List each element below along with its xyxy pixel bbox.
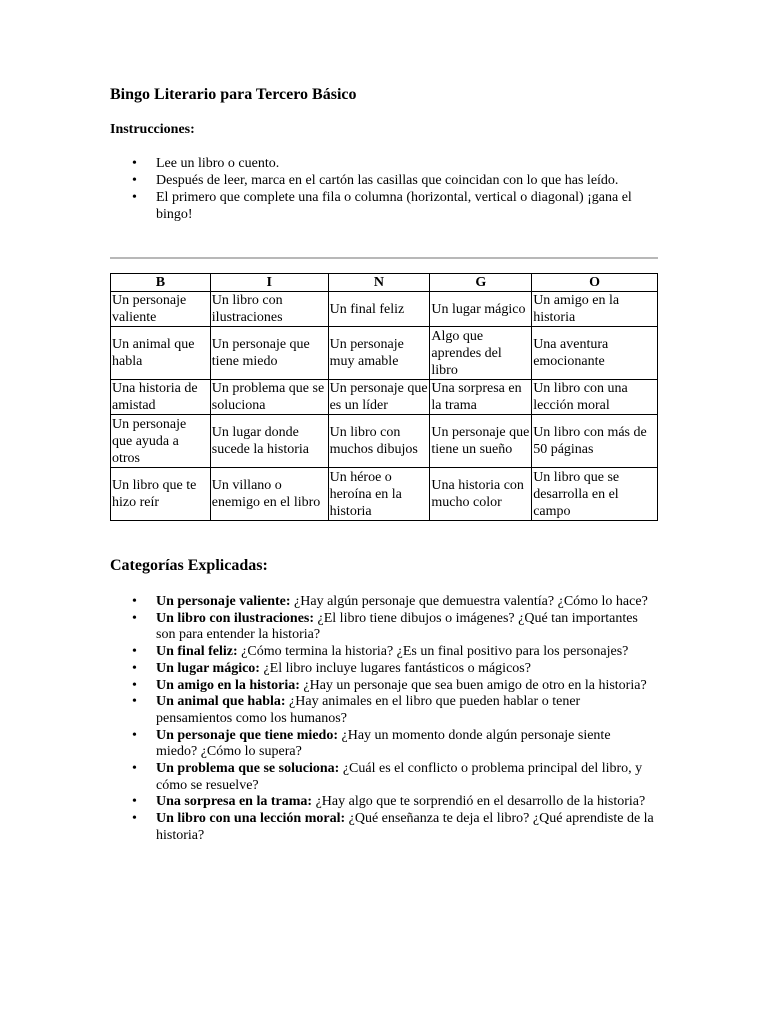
bingo-cell: Un personaje que ayuda a otros bbox=[111, 415, 211, 468]
bingo-header-row bbox=[111, 274, 658, 292]
bingo-cell: Un héroe o heroína en la historia bbox=[328, 468, 430, 521]
bingo-cell: Un problema que se soluciona bbox=[210, 380, 328, 415]
bingo-row bbox=[111, 327, 658, 380]
bingo-cell: Un villano o enemigo en el libro bbox=[210, 468, 328, 521]
category-question: ¿Cómo termina la historia? ¿Es un final positivo para los personajes? bbox=[237, 644, 629, 660]
category-item bbox=[110, 661, 655, 678]
bingo-cell: Una historia con mucho color bbox=[430, 468, 532, 521]
instructions-label: Instrucciones: bbox=[110, 122, 195, 137]
bingo-header-b: B bbox=[111, 274, 211, 292]
bingo-cell: Un libro que te hizo reír bbox=[111, 468, 211, 521]
category-item bbox=[110, 594, 655, 611]
bingo-cell: Un personaje muy amable bbox=[328, 327, 430, 380]
bingo-cell: Un amigo en la historia bbox=[532, 292, 658, 327]
instruction-item: • Después de leer, marca en el cartón las casillas que coincidan con lo que has leído. bbox=[110, 172, 645, 189]
category-item bbox=[110, 811, 655, 844]
page-title: Bingo Literario para Tercero Básico bbox=[110, 86, 357, 103]
bingo-row bbox=[111, 292, 658, 327]
bingo-cell: Un personaje que tiene un sueño bbox=[430, 415, 532, 468]
bingo-card-table bbox=[110, 273, 658, 521]
bingo-header-g: G bbox=[430, 274, 532, 292]
bingo-cell: Un personaje valiente bbox=[111, 292, 211, 327]
bingo-header-i: I bbox=[210, 274, 328, 292]
bingo-row bbox=[111, 380, 658, 415]
bingo-cell: Un lugar donde sucede la historia bbox=[210, 415, 328, 468]
bingo-cell: Algo que aprendes del libro bbox=[430, 327, 532, 380]
horizontal-divider bbox=[110, 257, 658, 259]
category-item bbox=[110, 644, 655, 661]
instruction-item: • Lee un libro o cuento. bbox=[110, 155, 645, 172]
category-question: ¿Hay algo que te sorprendió en el desarrollo de la historia? bbox=[312, 794, 646, 810]
category-term: Un personaje valiente: bbox=[156, 594, 291, 609]
category-item bbox=[110, 678, 655, 695]
bingo-cell: Un animal que habla bbox=[111, 327, 211, 380]
category-question: ¿El libro incluye lugares fantásticos o mágicos? bbox=[259, 660, 531, 676]
bingo-cell: Un personaje que es un líder bbox=[328, 380, 430, 415]
category-term: Un animal que habla: bbox=[156, 694, 286, 710]
category-question: ¿El libro tiene dibujos o imágenes? ¿Qué tan importantes son para entender la historia? bbox=[156, 610, 638, 643]
bingo-row bbox=[111, 468, 658, 521]
bingo-cell: Un libro con una lección moral bbox=[532, 380, 658, 415]
bingo-row bbox=[111, 415, 658, 468]
bingo-cell: Una historia de amistad bbox=[111, 380, 211, 415]
bingo-cell: Un libro con muchos dibujos bbox=[328, 415, 430, 468]
categories-title: Categorías Explicadas: bbox=[110, 557, 268, 574]
bingo-cell: Un personaje que tiene miedo bbox=[210, 327, 328, 380]
bingo-cell: Un lugar mágico bbox=[430, 292, 532, 327]
category-term: Un personaje que tiene miedo: bbox=[156, 727, 338, 743]
instruction-item: • El primero que complete una fila o columna (horizontal, vertical o diagonal) ¡gana el bingo! bbox=[110, 189, 645, 223]
category-term: Un amigo en la historia: bbox=[156, 677, 300, 693]
bingo-cell: Un libro que se desarrolla en el campo bbox=[532, 468, 658, 521]
category-item bbox=[110, 761, 655, 794]
category-question: ¿Hay algún personaje que demuestra valentía? ¿Cómo lo hace? bbox=[290, 594, 648, 609]
bingo-cell: Un final feliz bbox=[328, 292, 430, 327]
category-item bbox=[110, 794, 655, 811]
category-term: Un final feliz: bbox=[156, 644, 238, 660]
category-term: Un libro con una lección moral: bbox=[156, 811, 346, 827]
category-item bbox=[110, 694, 655, 727]
category-term: Un libro con ilustraciones: bbox=[156, 610, 315, 626]
bingo-cell: Un libro con más de 50 páginas bbox=[532, 415, 658, 468]
categories-list bbox=[110, 594, 655, 845]
bingo-cell: Una aventura emocionante bbox=[532, 327, 658, 380]
bingo-cell: Una sorpresa en la trama bbox=[430, 380, 532, 415]
category-question: ¿Hay un momento donde algún personaje siente miedo? ¿Cómo lo supera? bbox=[156, 727, 611, 760]
category-question: ¿Hay un personaje que sea buen amigo de otro en la historia? bbox=[299, 677, 647, 693]
category-item bbox=[110, 728, 655, 761]
category-question: ¿Qué enseñanza te deja el libro? ¿Qué aprendiste de la historia? bbox=[156, 811, 654, 843]
category-question: ¿Cuál es el conflicto o problema principal del libro, y cómo se resuelve? bbox=[156, 761, 643, 793]
category-term: Un lugar mágico: bbox=[156, 660, 260, 676]
instructions-list bbox=[110, 155, 645, 223]
category-question: ¿Hay animales en el libro que pueden hablar o tener pensamientos como los humanos? bbox=[156, 694, 581, 726]
category-term: Una sorpresa en la trama: bbox=[156, 794, 313, 810]
bingo-header-n: N bbox=[328, 274, 430, 292]
category-item bbox=[110, 611, 655, 644]
bingo-header-o: O bbox=[532, 274, 658, 292]
category-term: Un problema que se soluciona: bbox=[156, 761, 340, 777]
bingo-cell: Un libro con ilustraciones bbox=[210, 292, 328, 327]
